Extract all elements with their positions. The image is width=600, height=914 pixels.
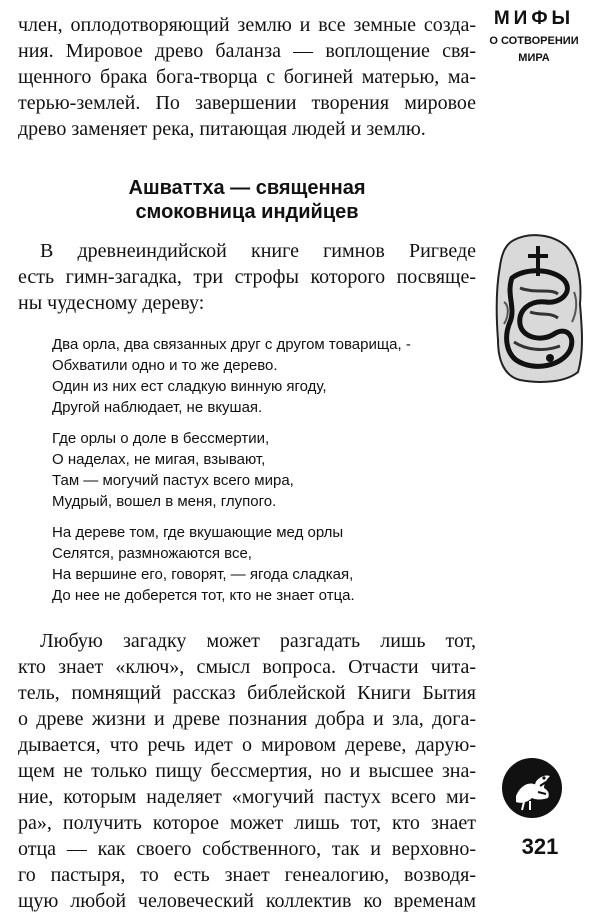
section-heading-line: смоковница индийцев bbox=[135, 201, 359, 223]
text-line: ния. Мировое древо баланза — воплощение свя- bbox=[18, 40, 476, 62]
text-line: тель, помнящий рассказ библейской Книги Бытия bbox=[18, 682, 476, 704]
poem-line: Там — могучий пастух всего мира, bbox=[52, 472, 294, 489]
page-number: 321 bbox=[521, 834, 559, 859]
poem-line: Мудрый, вошел в меня, глупого. bbox=[52, 493, 277, 510]
main-text-column bbox=[18, 12, 476, 914]
poem-line: Селятся, размножаются все, bbox=[52, 545, 252, 562]
intro-paragraph bbox=[18, 12, 476, 142]
section-heading-line: Ашваттха — священная bbox=[128, 177, 366, 199]
text-line: щенного брака бога-творца с богиней матерью, ма- bbox=[18, 66, 476, 88]
text-line: терью-землей. По завершении творения мировое bbox=[18, 92, 476, 114]
text-line: кто знает «ключ», смысл вопроса. Отчасти чита- bbox=[18, 656, 476, 678]
text-line: ны чудесному дереву: bbox=[18, 292, 205, 314]
text-line: древо заменяет река, питающая людей и землю. bbox=[18, 118, 426, 140]
poem-stanza bbox=[52, 428, 476, 512]
running-header-subtitle: О СОТВОРЕНИИ bbox=[489, 34, 579, 47]
poem-stanza bbox=[52, 522, 476, 606]
text-line: В древнеиндийской книге гимнов Ригведе bbox=[40, 240, 476, 262]
section-heading bbox=[18, 176, 476, 224]
text-line: ра», получить которое может лишь тот, кто знает bbox=[18, 812, 476, 834]
bird-emblem-icon bbox=[500, 756, 564, 820]
poem-line: Два орла, два связанных друг с другом товарища, - bbox=[52, 336, 411, 353]
text-line: есть гимн-загадка, три строфы которого посвяще- bbox=[18, 266, 476, 288]
text-line: дывается, что речь идет о мировом дереве, дарую- bbox=[18, 734, 476, 756]
poem bbox=[18, 334, 476, 606]
poem-line: Один из них ест сладкую винную ягоду, bbox=[52, 378, 327, 395]
text-line: Любую загадку может разгадать лишь тот, bbox=[40, 630, 476, 652]
text-line: отца — как своего собственного, так и верховно- bbox=[18, 838, 476, 860]
poem-line: О наделах, не мигая, взывают, bbox=[52, 451, 266, 468]
running-header bbox=[478, 8, 590, 65]
poem-line: Другой наблюдает, не вкушая. bbox=[52, 399, 263, 416]
rune-stone-illustration bbox=[490, 232, 588, 384]
poem-line: На вершине его, говорят, — ягода сладкая, bbox=[52, 566, 354, 583]
poem-line: Обхватили одно и то же дерево. bbox=[52, 357, 278, 374]
running-header-title: МИФЫ bbox=[493, 8, 575, 29]
text-line: щем не только пищу бессмертия, но и высшее зна- bbox=[18, 760, 476, 782]
lead-paragraph bbox=[18, 238, 476, 316]
poem-line: На дереве том, где вкушающие мед орлы bbox=[52, 524, 344, 541]
running-header-subtitle-2: МИРА bbox=[518, 51, 550, 64]
poem-line: До нее не доберется тот, кто не знает отца. bbox=[52, 587, 355, 604]
text-line: ние, которым наделяет «могучий пастух всего ми- bbox=[18, 786, 476, 808]
text-line: щую любой человеческий коллектив ко временам bbox=[18, 890, 476, 912]
poem-line: Где орлы о доле в бессмертии, bbox=[52, 430, 270, 447]
closing-paragraph bbox=[18, 628, 476, 914]
text-line: го пастыря, то есть знает генеалогию, возводя- bbox=[18, 864, 476, 886]
poem-stanza bbox=[52, 334, 476, 418]
text-line: член, оплодотворяющий землю и все земные созда- bbox=[18, 14, 476, 36]
text-line: о древе жизни и древе познания добра и зла, дога- bbox=[18, 708, 476, 730]
